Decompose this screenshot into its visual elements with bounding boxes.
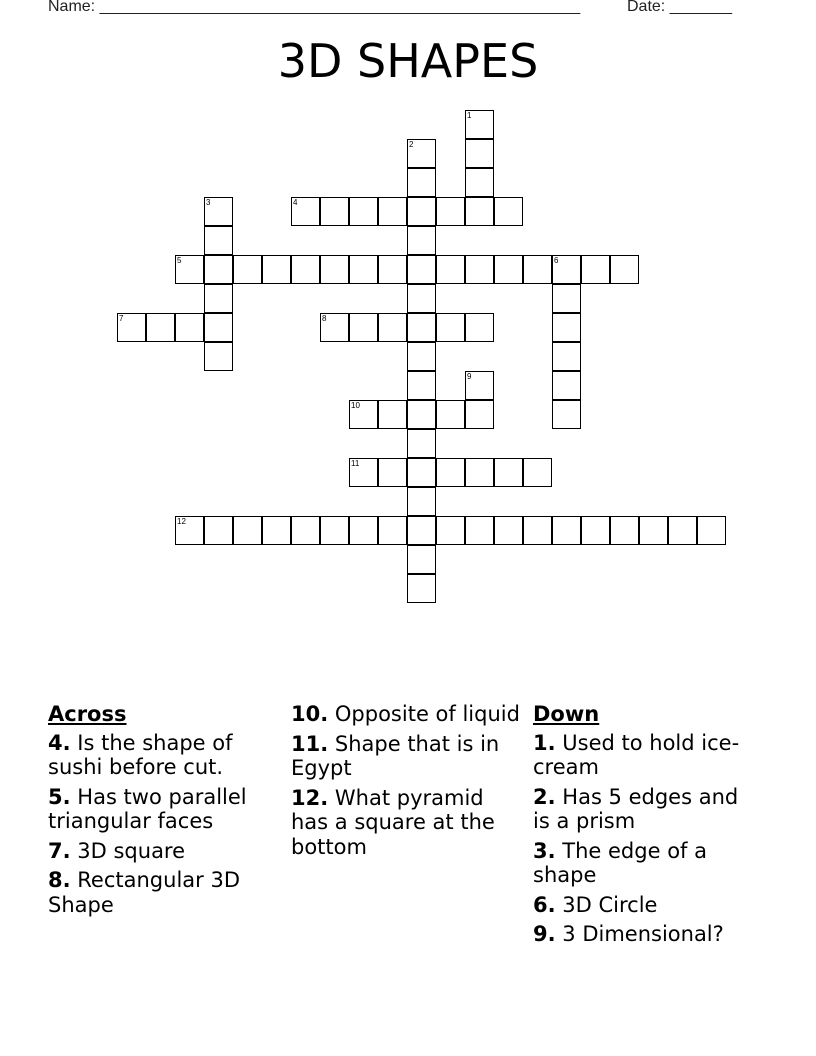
grid-cell[interactable] xyxy=(320,197,349,226)
grid-cell[interactable] xyxy=(610,516,639,545)
col1-clue: 4. Is the shape of sushi before cut. xyxy=(48,730,233,779)
grid-cell[interactable] xyxy=(407,516,436,545)
date-line: Date: _______ xyxy=(627,0,732,15)
col3-clue: 6. 3D Circle xyxy=(533,892,658,917)
clue-number: 5 xyxy=(177,256,182,265)
grid-cell[interactable] xyxy=(668,516,697,545)
grid-cell[interactable] xyxy=(262,255,291,284)
clue-number: 10 xyxy=(351,401,360,410)
col1-clue: 7. 3D square xyxy=(48,838,186,863)
grid-cell[interactable] xyxy=(320,516,349,545)
grid-cell[interactable] xyxy=(552,284,581,313)
page-title: 3D SHAPES xyxy=(277,34,539,88)
across-heading: Across xyxy=(48,702,127,726)
grid-cell[interactable] xyxy=(494,197,523,226)
col2-clue: 10. Opposite of liquid xyxy=(291,702,520,726)
grid-cell[interactable] xyxy=(407,255,436,284)
grid-cell[interactable] xyxy=(349,313,378,342)
clue-number: 3 xyxy=(206,198,211,207)
grid-cell[interactable] xyxy=(465,139,494,168)
grid-cell[interactable] xyxy=(407,429,436,458)
grid-cell[interactable] xyxy=(494,516,523,545)
grid-cell[interactable] xyxy=(407,458,436,487)
grid-cell[interactable] xyxy=(291,516,320,545)
grid-cell[interactable] xyxy=(407,487,436,516)
grid-cell[interactable] xyxy=(146,313,175,342)
grid-cell[interactable] xyxy=(465,458,494,487)
clue-number: 12 xyxy=(177,517,186,526)
grid-cell[interactable] xyxy=(291,255,320,284)
grid-cell[interactable] xyxy=(349,458,378,487)
grid-cell[interactable] xyxy=(494,458,523,487)
grid-cell[interactable] xyxy=(552,371,581,400)
grid-cell[interactable] xyxy=(407,342,436,371)
grid-cell[interactable] xyxy=(523,516,552,545)
grid-cell[interactable] xyxy=(436,400,465,429)
grid-cell[interactable] xyxy=(117,313,146,342)
name-line: Name: ______________________________________________________ xyxy=(48,0,581,15)
grid-cell[interactable] xyxy=(349,197,378,226)
grid-cell[interactable] xyxy=(407,226,436,255)
clue-number: 6 xyxy=(554,256,559,265)
col2-clue: 11. Shape that is in Egypt xyxy=(291,731,500,780)
grid-cell[interactable] xyxy=(204,313,233,342)
grid-cell[interactable] xyxy=(378,458,407,487)
grid-cell[interactable] xyxy=(465,255,494,284)
grid-cell[interactable] xyxy=(407,197,436,226)
grid-cell[interactable] xyxy=(349,516,378,545)
grid-cell[interactable] xyxy=(378,255,407,284)
grid-cell[interactable] xyxy=(436,458,465,487)
grid-cell[interactable] xyxy=(436,255,465,284)
clue-number: 8 xyxy=(322,314,327,323)
grid-cell[interactable] xyxy=(262,516,291,545)
clue-number: 4 xyxy=(293,198,298,207)
grid-cell[interactable] xyxy=(639,516,668,545)
grid-cell[interactable] xyxy=(204,226,233,255)
grid-cell[interactable] xyxy=(436,516,465,545)
grid-cell[interactable] xyxy=(581,516,610,545)
grid-cell[interactable] xyxy=(407,545,436,574)
grid-cell[interactable] xyxy=(697,516,726,545)
grid-cell[interactable] xyxy=(494,255,523,284)
grid-cell[interactable] xyxy=(552,400,581,429)
grid-cell[interactable] xyxy=(175,516,204,545)
grid-cell[interactable] xyxy=(407,139,436,168)
clue-number: 11 xyxy=(351,459,360,468)
grid-cell[interactable] xyxy=(378,516,407,545)
grid-cell[interactable] xyxy=(581,255,610,284)
clue-number: 1 xyxy=(467,111,472,120)
grid-cell[interactable] xyxy=(465,400,494,429)
grid-cell[interactable] xyxy=(610,255,639,284)
clues-column-3 xyxy=(533,702,748,952)
grid-cell[interactable] xyxy=(552,342,581,371)
grid-cell[interactable] xyxy=(436,197,465,226)
grid-cell[interactable] xyxy=(465,516,494,545)
grid-cell[interactable] xyxy=(407,313,436,342)
grid-cell[interactable] xyxy=(465,168,494,197)
grid-cell[interactable] xyxy=(465,313,494,342)
col3-clue: 1. Used to hold ice-cream xyxy=(533,730,740,779)
col3-clue: 3. The edge of a shape xyxy=(533,838,707,887)
grid-cell[interactable] xyxy=(523,255,552,284)
grid-cell[interactable] xyxy=(378,400,407,429)
down-heading: Down xyxy=(533,702,600,726)
clues-column-1 xyxy=(48,702,278,922)
clue-number: 9 xyxy=(467,372,472,381)
grid-cell[interactable] xyxy=(233,255,262,284)
col3-clue: 2. Has 5 edges and is a prism xyxy=(533,784,739,833)
grid-cell[interactable] xyxy=(407,371,436,400)
clue-number: 2 xyxy=(409,140,414,149)
grid-cell[interactable] xyxy=(552,516,581,545)
grid-cell[interactable] xyxy=(552,313,581,342)
grid-cell[interactable] xyxy=(436,313,465,342)
grid-cell[interactable] xyxy=(552,255,581,284)
grid-cell[interactable] xyxy=(320,313,349,342)
grid-cell[interactable] xyxy=(407,400,436,429)
grid-cell[interactable] xyxy=(465,197,494,226)
grid-cell[interactable] xyxy=(378,197,407,226)
grid-cell[interactable] xyxy=(523,458,552,487)
grid-cell[interactable] xyxy=(407,284,436,313)
grid-cell[interactable] xyxy=(465,110,494,139)
grid-cell[interactable] xyxy=(233,516,262,545)
grid-cell[interactable] xyxy=(291,197,320,226)
col2-clue: 12. What pyramid has a square at the bottom xyxy=(291,785,495,859)
grid-cell[interactable] xyxy=(465,371,494,400)
clues-column-2 xyxy=(291,702,523,864)
grid-cell[interactable] xyxy=(204,284,233,313)
grid-cell[interactable] xyxy=(349,255,378,284)
grid-cell[interactable] xyxy=(204,516,233,545)
grid-cell[interactable] xyxy=(204,342,233,371)
grid-cell[interactable] xyxy=(175,313,204,342)
grid-cell[interactable] xyxy=(175,255,204,284)
clue-number: 7 xyxy=(119,314,124,323)
col1-clue: 5. Has two parallel triangular faces xyxy=(48,784,247,833)
grid-cell[interactable] xyxy=(407,574,436,603)
grid-cell[interactable] xyxy=(204,197,233,226)
grid-cell[interactable] xyxy=(320,255,349,284)
grid-cell[interactable] xyxy=(407,168,436,197)
grid-cell[interactable] xyxy=(378,313,407,342)
grid-cell[interactable] xyxy=(204,255,233,284)
col1-clue: 8. Rectangular 3D Shape xyxy=(48,868,240,917)
col3-clue: 9. 3 Dimensional? xyxy=(533,922,724,946)
grid-cell[interactable] xyxy=(349,400,378,429)
